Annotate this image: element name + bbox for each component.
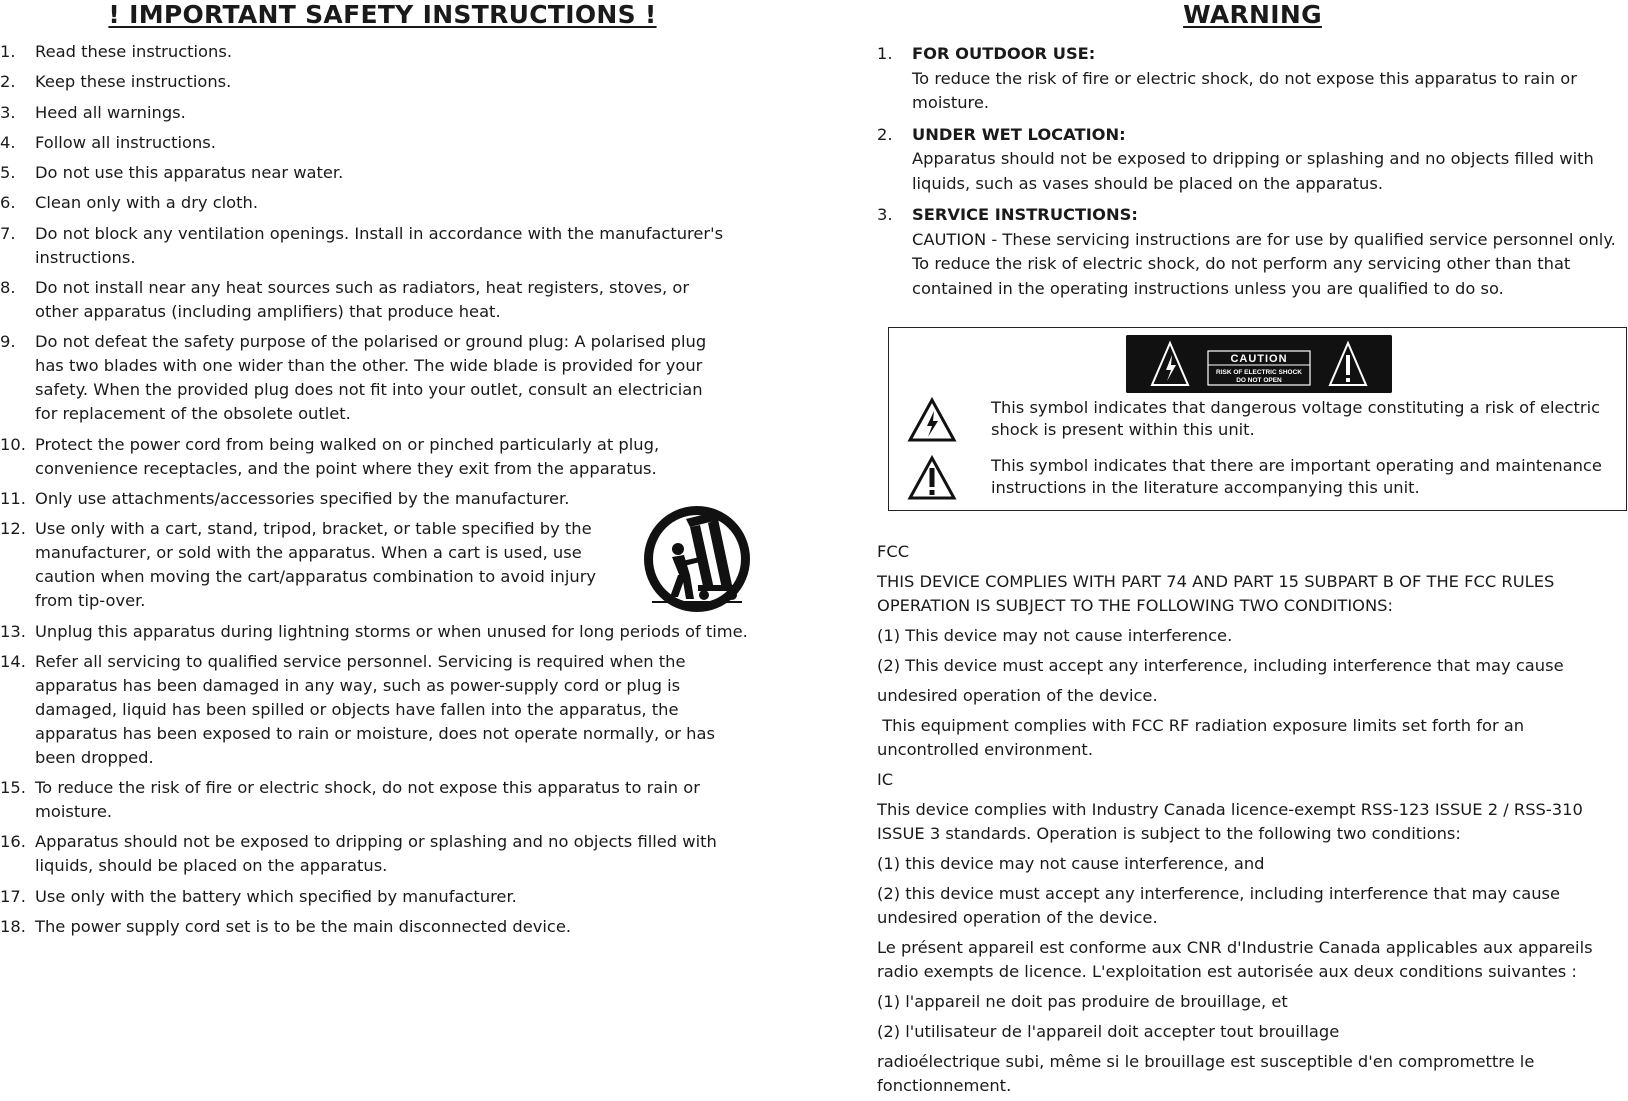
list-item: 18. The power supply cord set is to be the main disconnected device. [0,917,572,937]
list-item: 15. To reduce the risk of fire or electric shock, do not expose this apparatus to rain or moisture. [0,778,700,822]
list-item: 6. Clean only with a dry cloth. [0,193,259,213]
list-item: 3. SERVICE INSTRUCTIONS: CAUTION - These servicing instructions are for use by qualified service personnel only. To reduce the risk of electric shock, do not perform any servicing other than that contained in the operating instructions unless you are qualified to do so. [877,203,1628,301]
warning-heading: UNDER WET LOCATION: [912,124,1126,144]
list-item: 14. Refer all servicing to qualified service personnel. Servicing is required when the apparatus has been damaged in any way, such as power-supply cord or plug is damaged, liquid has been spilled or objects have fallen into the apparatus, the apparatus has been exposed to rain or moisture, does not operate normally, or has been dropped. [0,651,715,767]
symbol-explanation-box [888,327,1627,511]
safety-instructions-column [0,0,765,937]
list-item: 2. Keep these instructions. [0,72,232,92]
caution-label-line2: DO NOT OPEN [1236,377,1282,384]
compliance-paragraph: (1) this device may not cause interference, and [877,854,1265,873]
caution-label-title: CAUTION [1230,353,1288,365]
warning-column [877,0,1628,1095]
compliance-paragraph: (1) l'appareil ne doit pas produire de brouillage, et [877,992,1288,1011]
symbol-description: This symbol indicates that there are important operating and maintenance instructions in the literature accompanying this unit. [991,456,1602,497]
list-item: 4. Follow all instructions. [0,132,216,152]
warning-list [877,42,1628,308]
compliance-paragraph: undesired operation of the device. [877,686,1158,705]
compliance-paragraph: Le présent appareil est conforme aux CNR d'Industrie Canada applicables aux appareils radio exempts de licence. L'exploitation est autorisée aux deux conditions suivantes : [877,938,1593,981]
list-item: 9. Do not defeat the safety purpose of the polarised or ground plug: A polarised plug has two blades with one wider than the other. The wide blade is provided for your safety. When the provided plug does not fit into your outlet, consult an electrician for replacement of the obsolete outlet. [0,332,707,424]
symbol-description: This symbol indicates that dangerous voltage constituting a risk of electric shock is present within this unit. [991,398,1601,439]
warning-heading: SERVICE INSTRUCTIONS: [912,205,1138,224]
list-item: 17. Use only with the battery which specified by manufacturer. [0,886,517,906]
list-item: 1. Read these instructions. [0,42,232,61]
safety-instructions-title: ! IMPORTANT SAFETY INSTRUCTIONS ! [108,0,657,29]
list-item: 16. Apparatus should not be exposed to dripping or splashing and no objects filled with liquids, should be placed on the apparatus. [0,832,717,876]
warning-heading: FOR OUTDOOR USE: [912,44,1096,63]
compliance-paragraph: THIS DEVICE COMPLIES WITH PART 74 AND PART 15 SUBPART B OF THE FCC RULES OPERATION IS SUBJECT TO THE FOLLOWING TWO CONDITIONS: [877,572,1555,615]
lightning-triangle-icon [907,397,957,443]
list-item: 3. Heed all warnings. [0,102,186,122]
list-item: 1. FOR OUTDOOR USE: To reduce the risk of fire or electric shock, do not expose this apparatus to rain or moisture. [877,42,1628,116]
list-item: 8. Do not install near any heat sources such as radiators, heat registers, stoves, or other apparatus (including amplifiers) that produce heat. [0,278,690,322]
compliance-paragraph: radioélectrique subi, même si le brouillage est susceptible d'en compromettre le fonctionnement. [877,1052,1535,1095]
exclamation-triangle-icon [907,455,957,501]
compliance-paragraph: This device complies with Industry Canada licence-exempt RSS-123 ISSUE 2 / RSS-310 ISSUE 3 standards. Operation is subject to the following two conditions: [877,800,1583,843]
compliance-paragraph: (1) This device may not cause interference. [877,626,1233,645]
warning-title: WARNING [1183,0,1322,29]
compliance-paragraph: (2) This device must accept any interference, including interference that may cause [877,656,1564,675]
compliance-paragraph: This equipment complies with FCC RF radiation exposure limits set forth for an uncontrolled environment. [877,716,1530,759]
list-item: 5. Do not use this apparatus near water. [0,163,344,183]
caution-label-line1: RISK OF ELECTRIC SHOCK [1216,369,1302,376]
ic-heading: IC [877,770,894,789]
compliance-paragraph: (2) this device must accept any interference, including interference that may cause undesired operation of the device. [877,884,1561,927]
safety-instructions-list [0,40,765,945]
list-item: 12. Use only with a cart, stand, tripod, bracket, or table specified by the manufacturer, or sold with the apparatus. When a cart is used, use caution when moving the cart/apparatus combination to avoid injury from tip-over. [0,519,597,611]
caution-label [1126,335,1392,393]
no-cart-tipover-icon [638,505,756,617]
list-item: 11. Only use attachments/accessories specified by the manufacturer. [0,488,570,508]
compliance-paragraph: (2) l'utilisateur de l'appareil doit accepter tout brouillage [877,1022,1340,1041]
list-item: 13. Unplug this apparatus during lightning storms or when unused for long periods of time. [0,621,748,641]
list-item: 7. Do not block any ventilation openings. Install in accordance with the manufacturer's instructions. [0,223,724,267]
compliance-section [877,540,1628,1098]
fcc-heading: FCC [877,542,910,561]
list-item: 2. UNDER WET LOCATION: Apparatus should not be exposed to dripping or splashing and no objects filled with liquids, such as vases should be placed on the apparatus. [877,123,1628,197]
list-item: 10. Protect the power cord from being walked on or pinched particularly at plug, convenience receptacles, and the point where they exit from the apparatus. [0,434,660,478]
